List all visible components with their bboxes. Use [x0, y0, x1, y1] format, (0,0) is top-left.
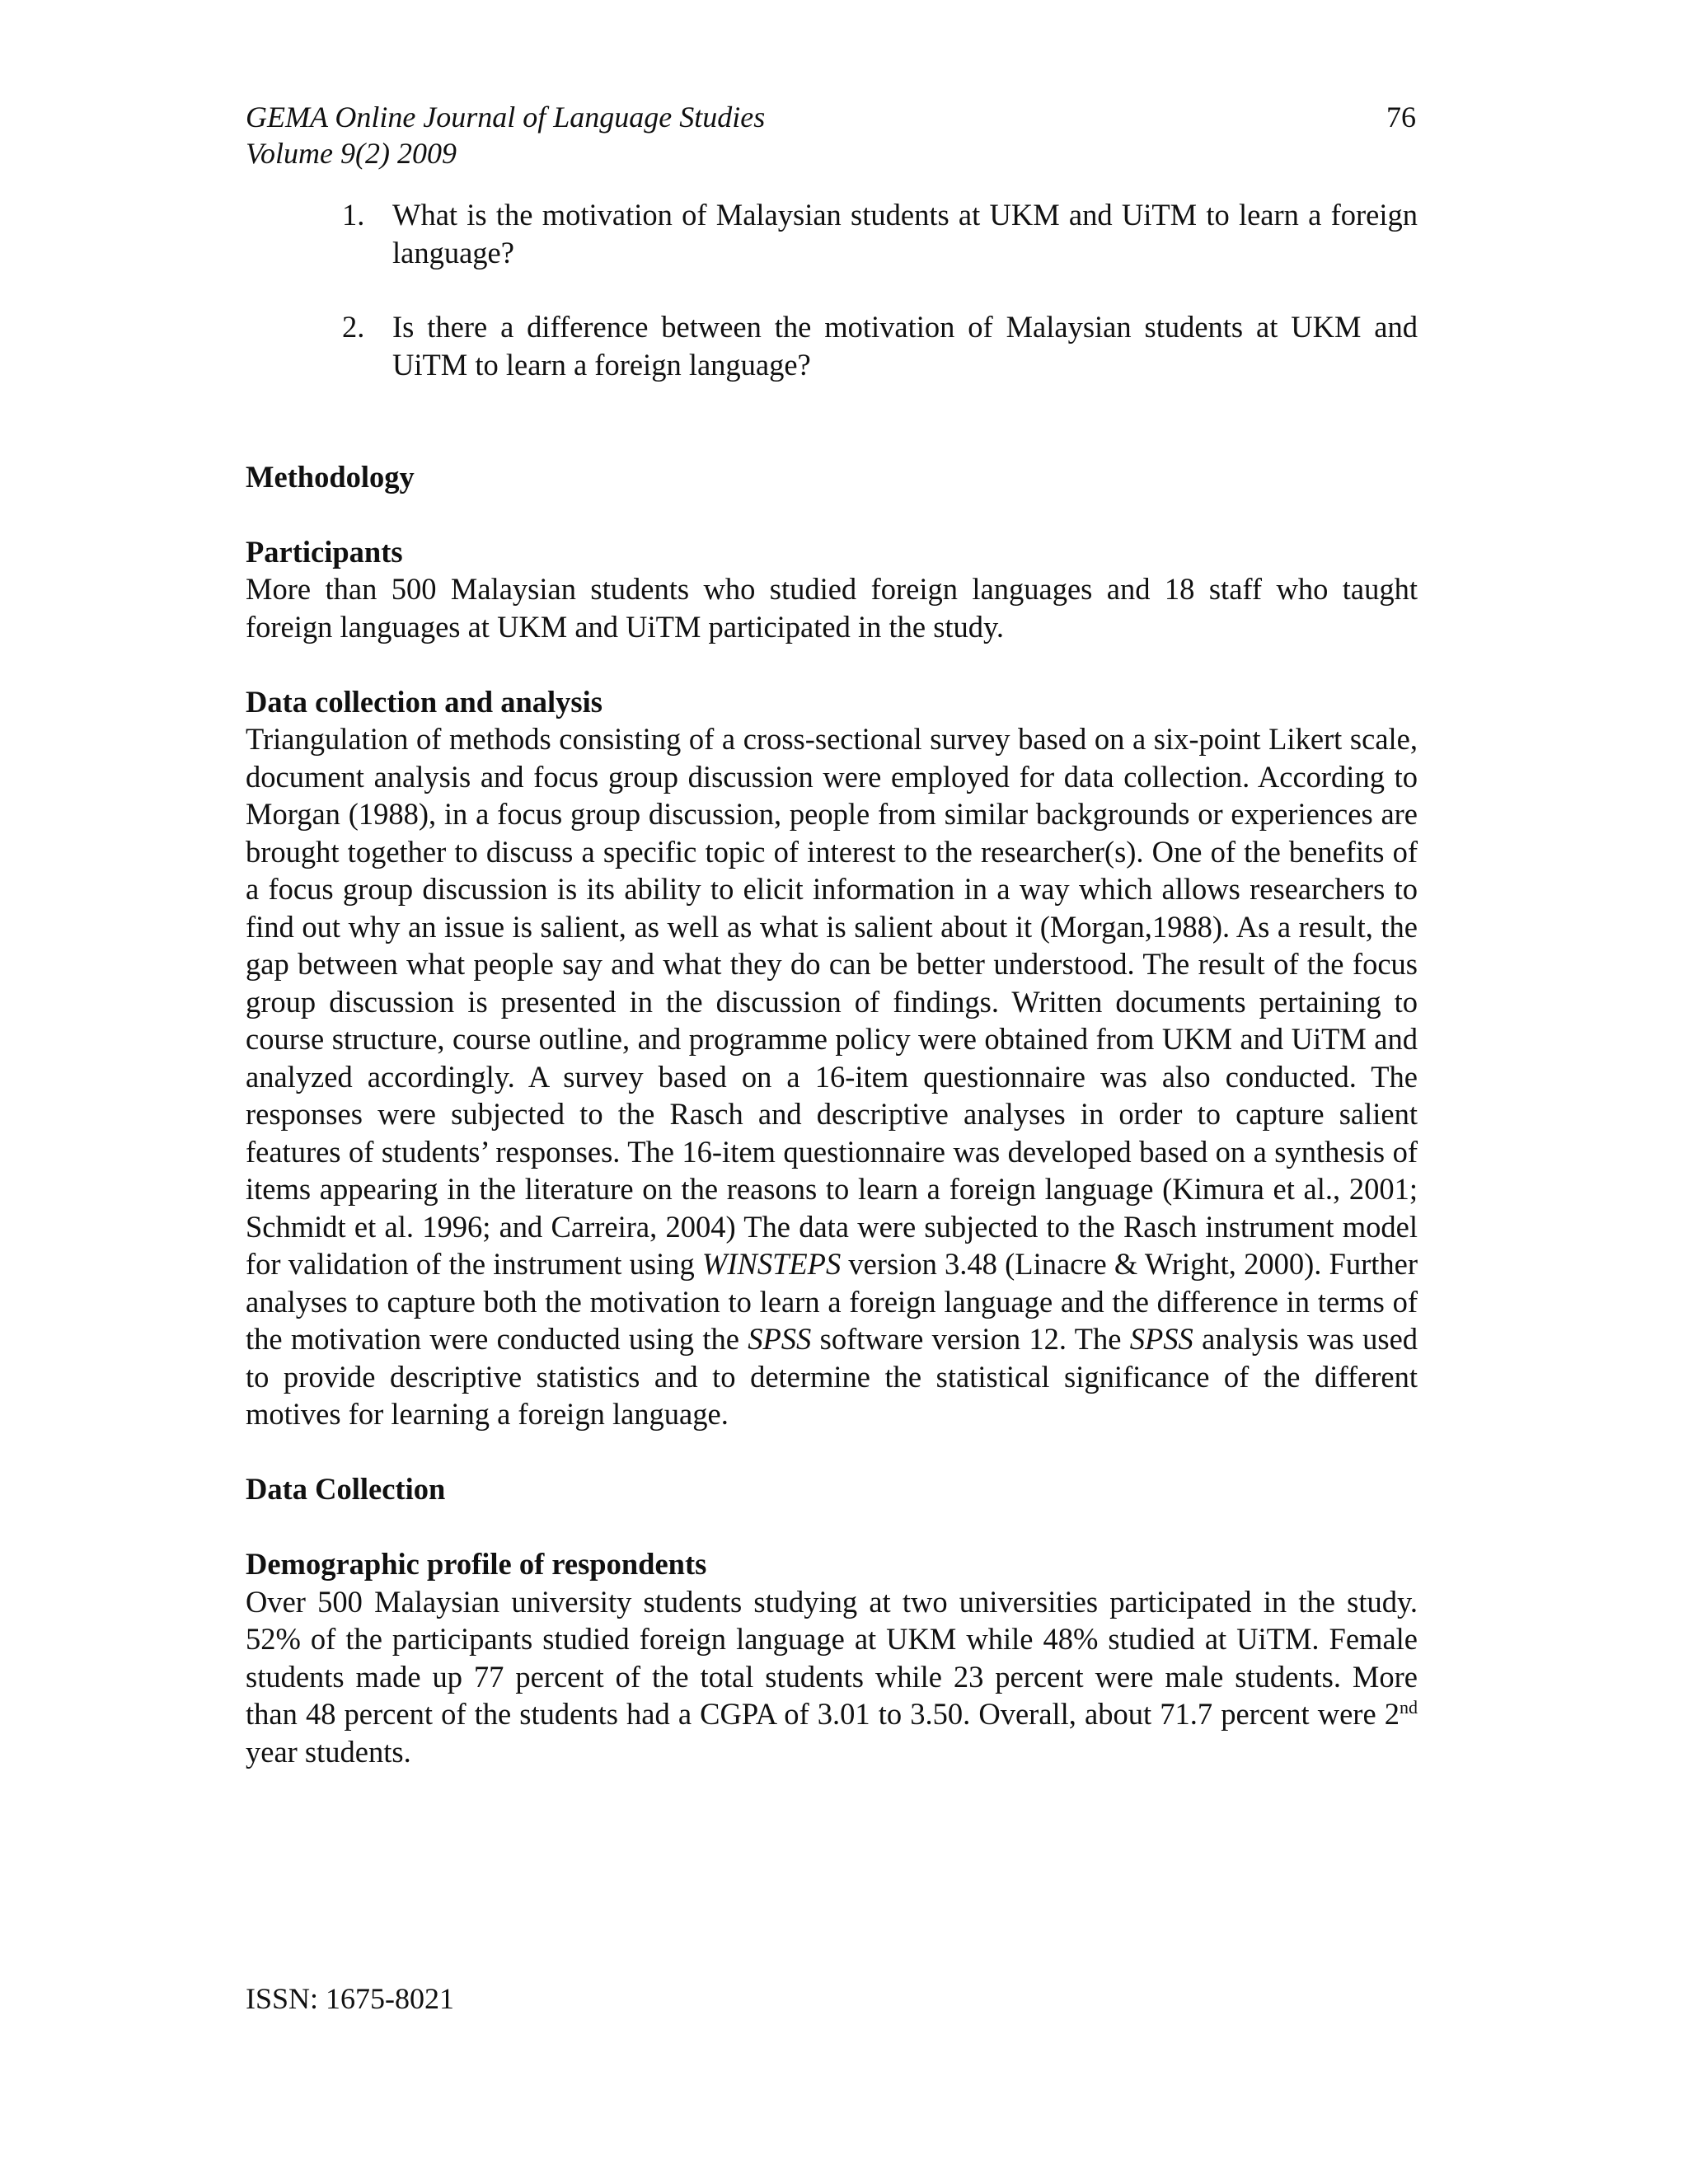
subheading-demographic-profile: Demographic profile of respondents: [246, 1547, 707, 1581]
footer-issn: ISSN: 1675-8021: [246, 1982, 455, 2015]
question-number: 1.: [342, 198, 365, 232]
research-question: [246, 196, 1418, 271]
ordinal-suffix: nd: [1400, 1696, 1418, 1718]
research-question: [246, 308, 1418, 383]
question-number: 2.: [342, 310, 365, 344]
research-questions: [246, 196, 1418, 383]
demographic-paragraph: Over 500 Malaysian university students studying at two universities participated in the study. 52% of the participants studied foreign language at UKM while 48% studied at UiTM. Female students made up 77 percent of the total students while 23 percent were male students. More than 48 percent of the students had a CGPA of 3.01 to 3.50. Overall, about 71.7 percent were 2nd year students.: [246, 1584, 1418, 1769]
section-heading-data-collection: Data Collection: [246, 1472, 446, 1506]
page-number: 76: [1386, 101, 1416, 134]
running-header: [246, 99, 1416, 171]
participants-paragraph: More than 500 Malaysian students who studied foreign languages and 18 staff who taught foreign languages at UKM and UiTM participated in the study.: [246, 572, 1418, 644]
journal-volume: Volume 9(2) 2009: [246, 137, 457, 170]
question-text: What is the motivation of Malaysian students at UKM and UiTM to learn a foreign language?: [392, 198, 1418, 269]
software-name: SPSS: [1129, 1322, 1193, 1356]
data-analysis-paragraph: Triangulation of methods consisting of a cross-sectional survey based on a six-point Likert scale, document analysis and focus group discussion were employed for data collection. According to Morgan (1988), in a focus group discussion, people from similar backgrounds or experiences are brought together to discuss a specific topic of interest to the researcher(s). One of the benefits of a focus group discussion is its ability to elicit information in a way which allows researchers to find out why an issue is salient, as well as what is salient about it (Morgan,1988). As a result, the gap between what people say and what they do can be better understood. The result of the focus group discussion is presented in the discussion of findings. Written documents pertaining to course structure, course outline, and programme policy were obtained from UKM and UiTM and analyzed accordingly. A survey based on a 16-item questionnaire was also conducted. The responses were subjected to the Rasch and descriptive analyses in order to capture salient features of students’ responses. The 16-item questionnaire was developed based on a synthesis of items appearing in the literature on the reasons to learn a foreign language (Kimura et al., 2001; Schmidt et al. 1996; and Carreira, 2004) The data were subjected to the Rasch instrument model for validation of the instrument using WINSTEPS version 3.48 (Linacre & Wright, 2000). Further analyses to capture both the motivation to learn a foreign language and the difference in terms of the motivation were conducted using the SPSS software version 12. The SPSS analysis was used to provide descriptive statistics and to determine the statistical significance of the different motives for learning a foreign language.: [246, 722, 1418, 1431]
software-name: SPSS: [748, 1322, 812, 1356]
page-content: [246, 196, 1418, 1770]
subheading-participants: Participants: [246, 534, 403, 569]
subheading-data-collection-analysis: Data collection and analysis: [246, 684, 603, 719]
software-name: WINSTEPS: [701, 1247, 842, 1281]
question-text: Is there a difference between the motivation of Malaysian students at UKM and UiTM to learn a foreign language?: [392, 310, 1418, 382]
section-heading-methodology: Methodology: [246, 459, 415, 494]
journal-title: GEMA Online Journal of Language Studies: [246, 101, 766, 134]
